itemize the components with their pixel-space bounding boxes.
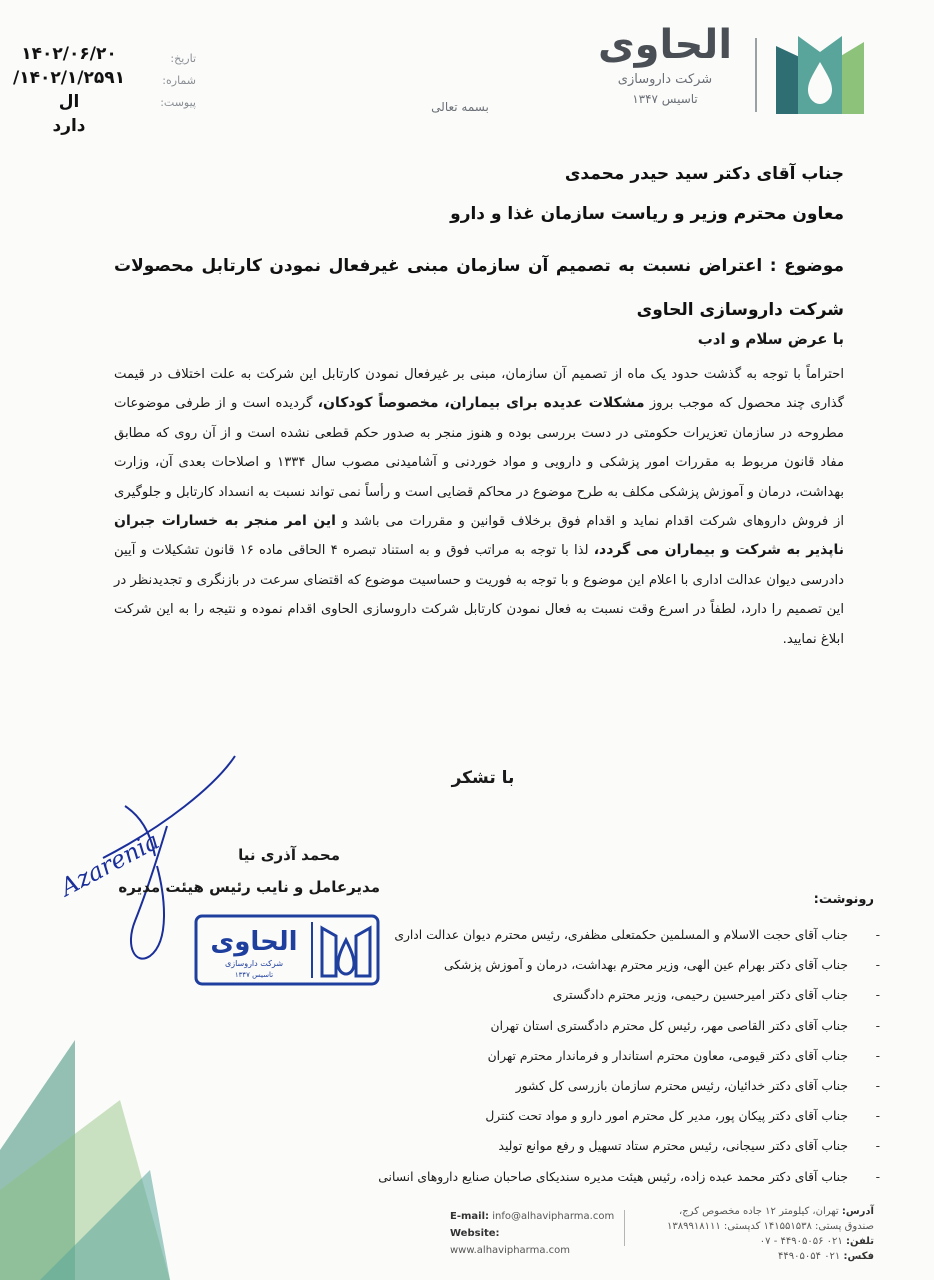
phone-label: تلفن: [845, 1236, 874, 1247]
cc-item-text: جناب آقای دکتر محمد عبده زاده، رئیس هیئت مدیره سندیکای صاحبان صنایع داروهای انسانی [378, 1169, 848, 1184]
signatory-name: محمد آذری نیا [238, 846, 340, 864]
letter-meta-labels [140, 48, 196, 114]
letter-meta-values [10, 42, 128, 138]
cc-list [248, 920, 880, 1192]
brand-subtitle: شرکت داروسازی [617, 72, 713, 87]
greeting: با عرض سلام و ادب [697, 330, 844, 348]
cc-item-text: جناب آقای حجت الاسلام و المسلمین حکمتعلی مظفری، رئیس محترم دیوان عدالت اداری [394, 928, 848, 942]
body-text-1: احتراماً با توجه به گذشت حدود یک ماه از تصمیم آن سازمان، مبنی بر غیرفعال نمودن کارتابل این شرکت به علت اختلاف در قیمت گذاری چند محصول که موجب بروز [114, 367, 844, 412]
dash-icon: - [875, 1048, 880, 1063]
cc-item [248, 1041, 880, 1071]
addressee-position: معاون محترم وزیر و ریاست سازمان غذا و دارو [450, 204, 844, 224]
header-divider [755, 38, 757, 112]
footer-divider [624, 1210, 625, 1246]
cc-item [248, 980, 880, 1010]
company-logo-icon [776, 36, 864, 114]
address-value: تهران، کیلومتر ۱۲ جاده مخصوص کرج، [679, 1206, 839, 1217]
cc-item-text: جناب آقای دکتر بهرام عین الهی، وزیر محترم بهداشت، درمان و آموزش پزشکی [444, 958, 848, 973]
addressee: جناب آقای دکتر سید حیدر محمدی [564, 164, 844, 184]
brand-established: تاسیس ۱۳۴۷ [632, 92, 698, 106]
brand-name: الحاوی [597, 22, 733, 68]
cc-item-text: جناب آقای دکتر امیرحسین رحیمی، وزیر محترم دادگستری [552, 988, 848, 1003]
cc-item-text: جناب آقای دکتر قیومی، معاون محترم استاندار و فرماندار محترم تهران [487, 1048, 848, 1063]
letter-body [114, 360, 844, 654]
cc-item [248, 920, 880, 950]
cc-item-text: جناب آقای دکتر سیجانی، رئیس محترم ستاد تسهیل و رفع موانع تولید [498, 1139, 848, 1154]
number-value: ۱۴۰۲/۱/۲۵۹۱/ال [12, 68, 126, 112]
date-value: ۱۴۰۲/۰۶/۲۰ [21, 44, 117, 64]
dash-icon: - [875, 1109, 880, 1124]
svg-text:الحاوی: الحاوی [210, 927, 298, 957]
cc-item [248, 1101, 880, 1131]
cc-item [248, 1071, 880, 1101]
cc-item [248, 1131, 880, 1161]
dash-icon: - [875, 1018, 880, 1033]
website-link[interactable]: www.alhavipharma.com [450, 1245, 571, 1256]
cc-item [248, 1162, 880, 1192]
date-label: تاریخ: [170, 52, 196, 65]
cc-item-text: جناب آقای دکتر خدائیان، رئیس محترم سازمان بازرسی کل کشور [515, 1078, 848, 1093]
svg-text:Azarenia: Azarenia [55, 826, 164, 902]
cc-title: رونوشت: [813, 892, 874, 907]
email-label: E-mail: [450, 1211, 490, 1222]
dash-icon: - [875, 1139, 880, 1154]
corner-decoration [0, 1040, 170, 1280]
phone-value: ۰۲۱ ۴۴۹۰۵۰۵۶ - ۰۷ [759, 1236, 843, 1247]
cc-item-text: جناب آقای دکتر پیکان پور، مدیر کل محترم امور دارو و مواد تحت کنترل [485, 1109, 848, 1124]
svg-text:شرکت داروسازی: شرکت داروسازی [224, 959, 284, 968]
closing: با تشکر [451, 768, 515, 788]
footer-contact [450, 1208, 620, 1259]
signatory-title: مدیرعامل و نایب رئیس هیئت مدیره [118, 878, 380, 896]
footer-address [644, 1204, 874, 1264]
dash-icon: - [875, 1169, 880, 1184]
bismillah: بسمه تعالی [431, 100, 489, 114]
fax-value: ۰۲۱ ۴۴۹۰۵۰۵۴ [778, 1251, 841, 1262]
website-label: Website: [450, 1228, 500, 1239]
postbox-value: صندوق پستی: ۱۴۱۵۵۱۵۳۸ کدپستی: ۱۳۸۹۹۱۸۱۱۱ [667, 1221, 874, 1232]
body-text-2: گردیده است و از طرفی موضوعات مطروحه در سازمان تعزیرات حکومتی در دست بررسی بوده و هنوز منجر به صدور حکم قطعی نشده است و از آن روی که مطابق مفاد قانون مربوط به مقررات امور پزشکی و دارویی و مواد خوردنی و آشامیدنی مصوب سال ۱۳۳۴ و اصلاحات بعدی آن، وزارت بهداشت، درمان و آموزش پزشکی مکلف به طرح موضوع در محاکم قضایی است و رأساً نمی تواند نسبت به انسداد کارتابل و جلوگیری از فروش داروهای شرکت اقدام نماید و اقدام فوق برخلاف قوانین و مقررات می باشد و [114, 396, 845, 530]
svg-text:تاسیس ۱۳۴۷: تاسیس ۱۳۴۷ [234, 971, 274, 979]
body-bold-1: مشکلات عدیده برای بیماران، مخصوصاً کودکان، [317, 395, 645, 412]
body-text-3: لذا با توجه به مراتب فوق و به استناد تبصره ۴ الحاقی ماده ۱۶ قانون تشکیلات و آیین دادرسی دیوان عدالت اداری با اعلام این موضوع و با توجه به فوریت و حساسیت موضوع که اقتضای سرعت در بازنگری و تجدیدنظر در این تصمیم را دارد، لطفاً در اسرع وقت نسبت به فعال نمودن کارتابل شرکت داروسازی الحاوی اقدام نموده و نتیجه را به این شرکت ابلاغ نمایید. [114, 543, 844, 647]
cc-item [248, 950, 880, 980]
attachment-label: پیوست: [160, 96, 196, 109]
attachment-value: دارد [52, 116, 86, 136]
number-label: شماره: [162, 74, 196, 87]
dash-icon: - [875, 928, 880, 942]
dash-icon: - [875, 988, 880, 1003]
dash-icon: - [875, 1078, 880, 1093]
body-bold-2: این امر منجر به خسارات جبران ناپذیر به شرکت و بیماران می گردد، [114, 513, 845, 559]
fax-label: فکس: [843, 1251, 874, 1262]
dash-icon: - [875, 958, 880, 973]
cc-item [248, 1011, 880, 1041]
email-link[interactable]: info@alhavipharma.com [492, 1211, 615, 1222]
address-label: آدرس: [841, 1206, 874, 1217]
cc-item-text: جناب آقای دکتر القاصی مهر، رئیس کل محترم دادگستری استان تهران [490, 1018, 848, 1033]
letter-subject: موضوع : اعتراض نسبت به تصمیم آن سازمان مبنی غیرفعال نمودن کارتابل محصولات شرکت داروسازی الحاوی [114, 256, 844, 320]
